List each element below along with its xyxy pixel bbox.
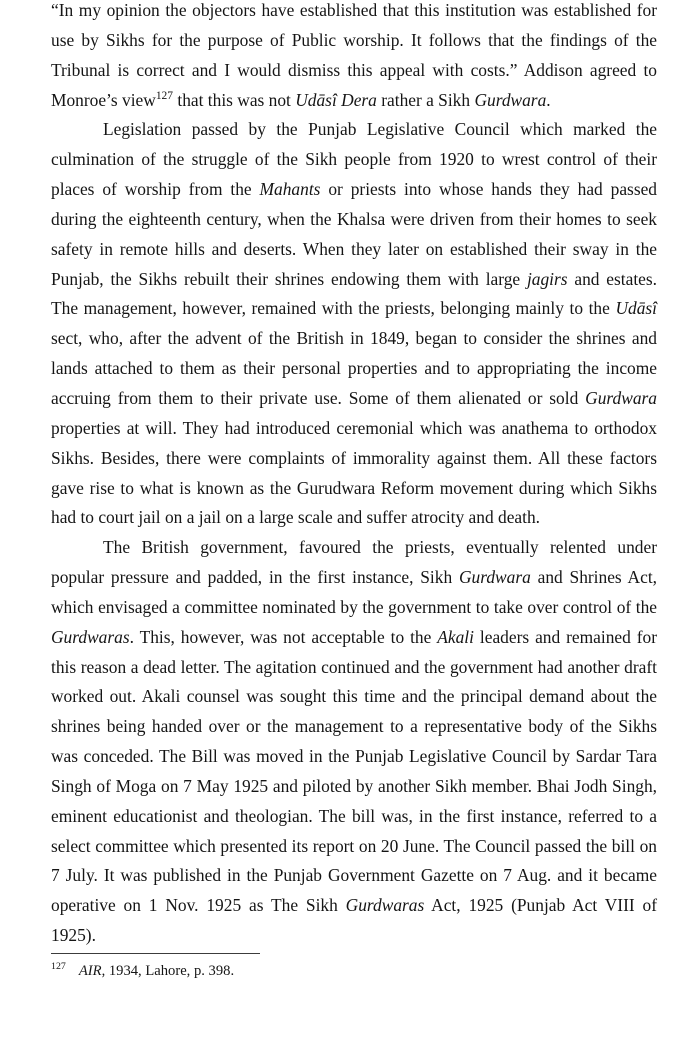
text-run: , 1934, Lahore, p. 398. [101, 963, 235, 979]
italic-run: Udāsî Dera [295, 89, 377, 110]
text-run: sect, who, after the advent of the British in 1849, began to consider the shrines and lands attached to them as their personal properties and to appropriating the income accruing from them to their private use. Some of them alienated or sold [51, 328, 657, 408]
paragraph-1 [51, 0, 657, 115]
text-run: “In my opinion the objectors have established that this institution was established for use by Sikhs for the purpose of Public worship. It follows that the findings of the Tribunal is correct and I would dismiss this appeal with costs.” Addison agreed to Monroe’s view [51, 0, 657, 110]
footnote-text [79, 963, 234, 979]
text-run: Legislation passed by the Punjab Legislative Council which marked the culmination of the struggle of the Sikh people from 1920 to wrest control of their places of worship from the [51, 119, 657, 200]
footnote-number: 127 [51, 961, 66, 973]
italic-run: Udāsî [615, 298, 657, 319]
footnote-reference: 127 [155, 89, 174, 102]
italic-run: jagirs [526, 268, 568, 289]
text-run: and Shrines Act, which envisaged a committee nominated by the government to take over control of the [51, 567, 657, 617]
italic-run: Mahants [259, 179, 321, 200]
italic-run: Gurdwaras [345, 895, 425, 916]
text-run: properties at will. They had introduced ceremonial which was anathema to orthodox Sikhs. Besides, there were complaints of immorality against them. All these factors gave rise to what is known as the Gurudwara Reform movement during which Sikhs had to court jail on a jail on a large scale and suffer atrocity and death. [51, 417, 657, 528]
italic-run: Gurdwara [458, 567, 531, 588]
paragraph-2 [51, 115, 657, 533]
text-run: . This, however, was not acceptable to the [129, 626, 438, 647]
italic-run: Akali [437, 626, 474, 647]
footnote-block [51, 953, 657, 981]
text-run: or priests into whose hands they had passed during the eighteenth century, when the Khalsa were driven from their homes to seek safety in remote hills and deserts. When they later on established their sway in the Punjab, the Sikhs rebuilt their shrines endowing them with large [51, 179, 658, 289]
footnote-entry [51, 961, 657, 981]
text-run: rather a Sikh [376, 89, 475, 110]
paragraph-3 [51, 533, 657, 951]
text-run: and estates. The management, however, remained with the priests, belonging mainly to the [51, 268, 657, 319]
italic-run: Gurdwaras [51, 626, 130, 647]
body-text-column [51, 0, 657, 951]
text-run: leaders and remained for this reason a dead letter. The agitation continued and the government had another draft worked out. Akali counsel was sought this time and the principal demand about the shrines being handed over or the management to a representative body of the Sikhs was conceded. The Bill was moved in the Punjab Legislative Council by Sardar Tara Singh of Moga on 7 May 1925 and piloted by another Sikh member. Bhai Jodh Singh, eminent educationist and theologian. The bill was, in the first instance, referred to a select committee which presented its report on 20 June. The Council passed the bill on 7 July. It was published in the Punjab Government Gazette on 7 Aug. and it became operative on 1 Nov. 1925 as The Sikh [51, 626, 658, 916]
text-run: The British government, favoured the priests, eventually relented under popular pressure and padded, in the first instance, Sikh [51, 537, 657, 588]
text-run: Act, 1925 (Punjab Act VIII of 1925). [51, 895, 658, 946]
italic-run: Gurdwara [474, 89, 547, 110]
italic-run: AIR [78, 963, 102, 979]
footnote-separator-rule [51, 953, 260, 954]
italic-run: Gurdwara [585, 387, 657, 408]
text-run: . [546, 89, 551, 110]
text-run: that this was not [173, 89, 296, 110]
